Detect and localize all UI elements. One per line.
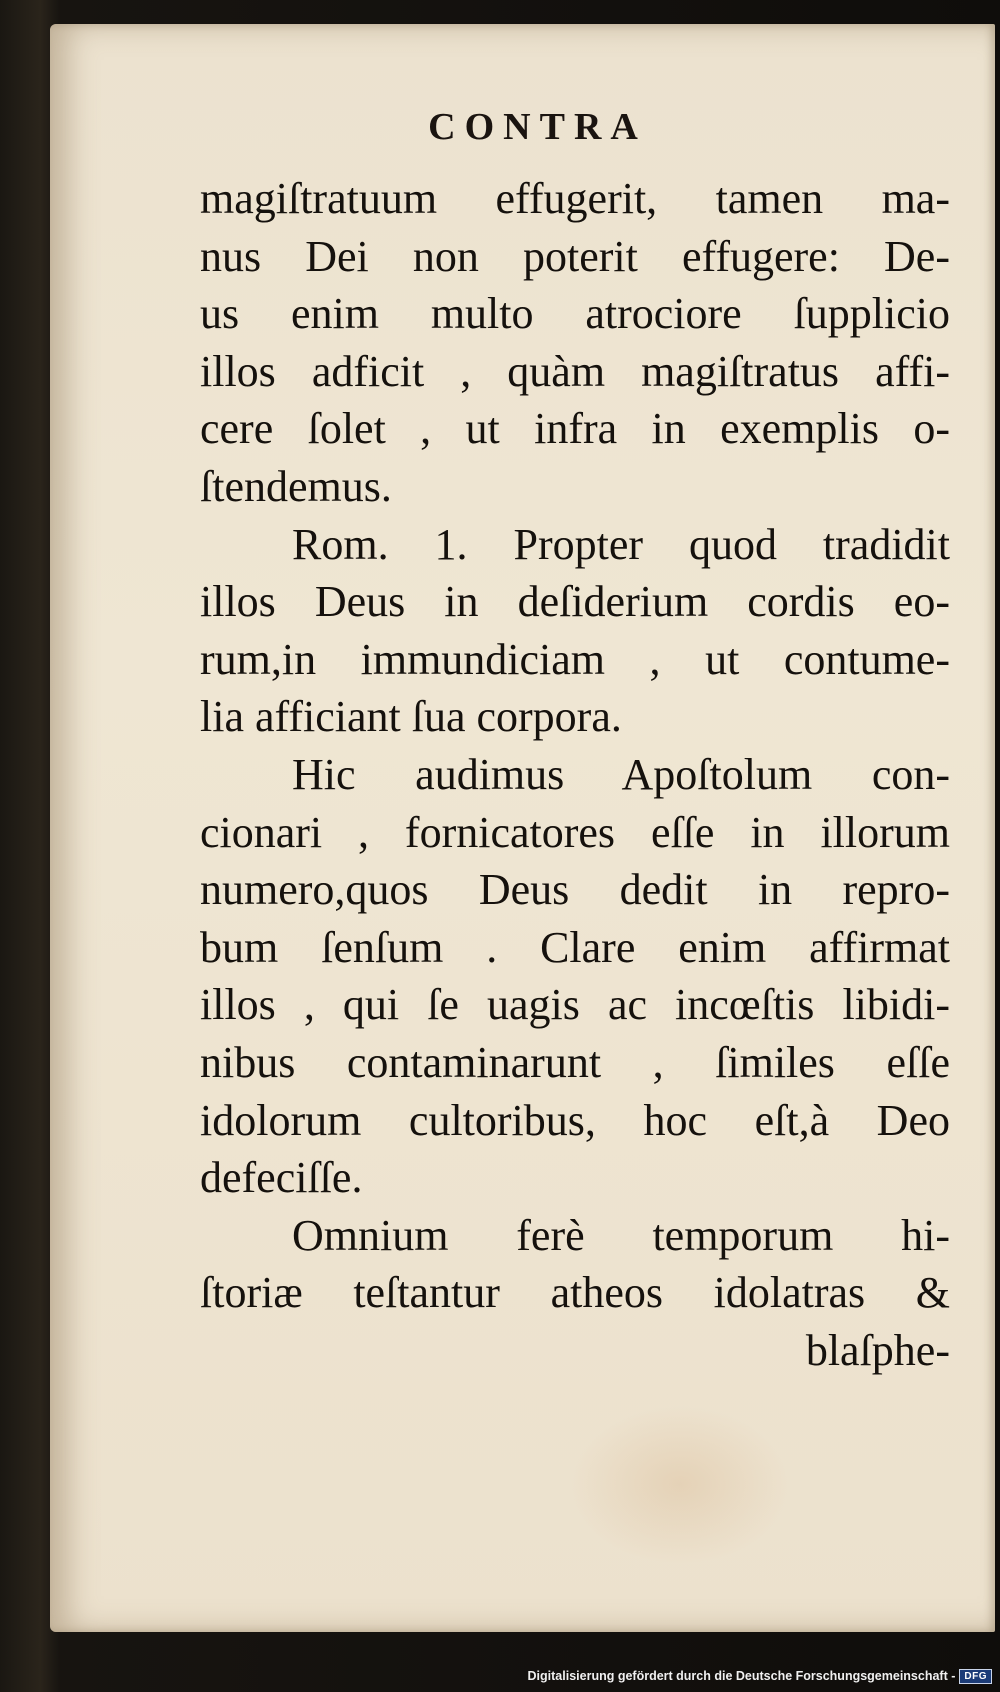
- text-line: ſtoriæ teſtantur atheos idolatras &: [200, 1268, 950, 1318]
- catchword: blaſphe-: [805, 1325, 950, 1375]
- text-line: Rom. 1. Propter quod tradidit: [292, 519, 950, 569]
- text-line: cere ſolet , ut infra in exemplis o-: [200, 404, 950, 454]
- text-line: numero,quos Deus dedit in repro-: [200, 865, 950, 915]
- dfg-logo: DFG: [959, 1669, 992, 1684]
- text-line: nibus contaminarunt , ſimiles eſſe: [200, 1037, 950, 1087]
- text-line: Omnium ferè temporum hi-: [292, 1210, 950, 1260]
- text-line: lia afficiant ſua corpora.: [200, 692, 622, 742]
- page-text: [200, 170, 950, 1379]
- text-line: illos adficit , quàm magiſtratus affi-: [200, 346, 950, 396]
- text-line: cionari , fornicatores eſſe in illorum: [200, 807, 950, 857]
- text-line: illos Deus in deſiderium cordis eo-: [200, 577, 950, 627]
- digitization-credit: [528, 1666, 992, 1686]
- credit-text: Digitalisierung gefördert durch die Deutsche Forschungsgemeinschaft -: [527, 1669, 956, 1683]
- text-line: rum,in immundiciam , ut contume-: [200, 634, 950, 684]
- text-line: us enim multo atrociore ſupplicio: [200, 289, 950, 339]
- text-line: magiſtratuum effugerit, tamen ma-: [200, 174, 950, 223]
- text-line: illos , qui ſe uagis ac incœſtis libidi-: [200, 980, 950, 1030]
- text-line: bum ſenſum . Clare enim affirmat: [200, 922, 950, 972]
- running-title: CONTRA: [428, 106, 647, 148]
- text-line: nus Dei non poterit effugere: De-: [200, 231, 950, 281]
- text-line: ſtendemus.: [200, 461, 392, 511]
- text-line: Hic audimus Apoſtolum con-: [292, 749, 950, 799]
- text-line: idolorum cultoribus, hoc eſt,à Deo: [200, 1095, 950, 1145]
- text-line: defeciſſe.: [200, 1153, 363, 1203]
